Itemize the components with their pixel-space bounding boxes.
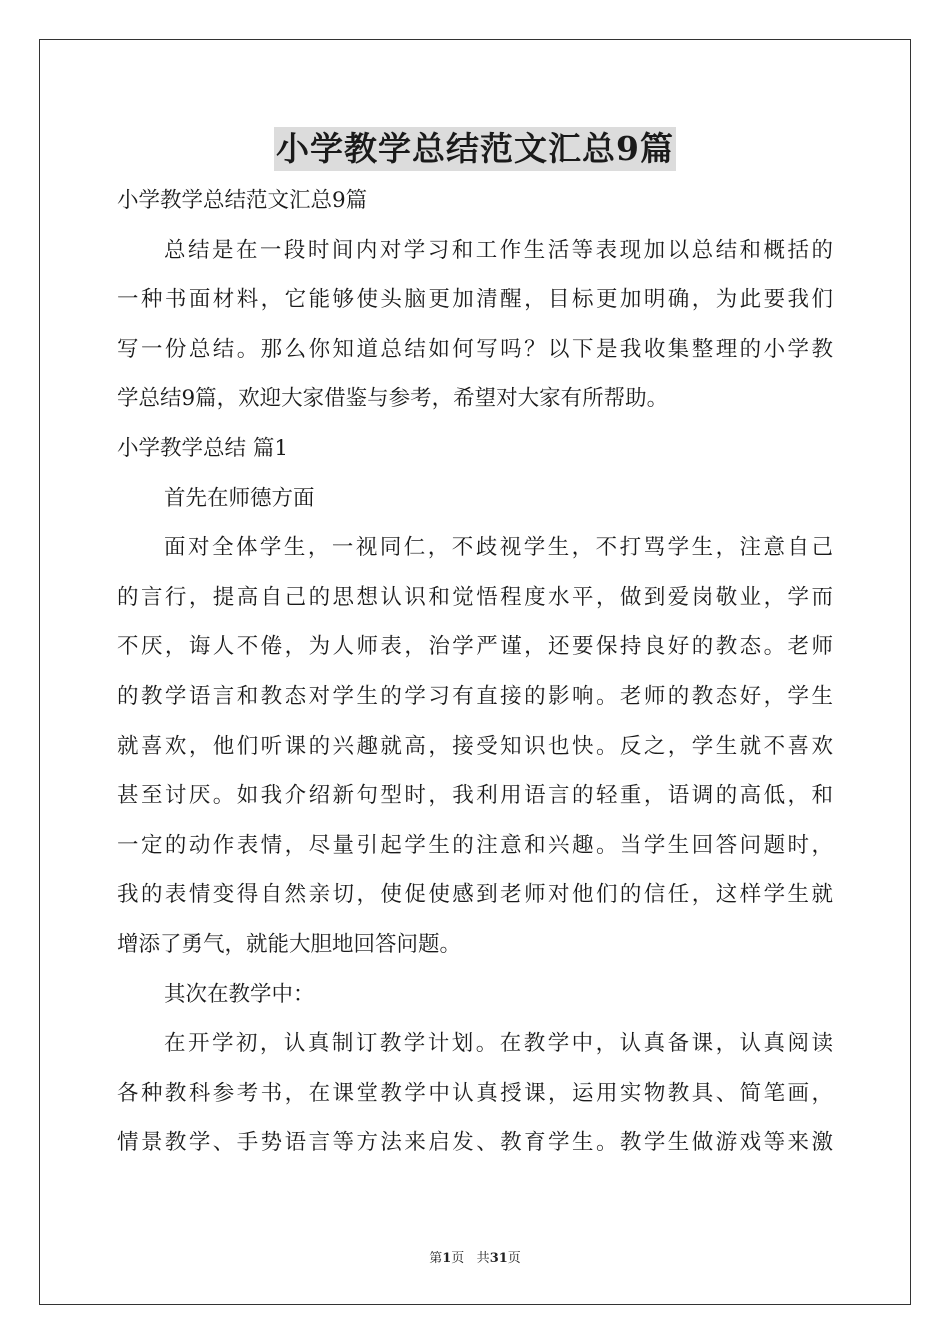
page-total: 31 bbox=[489, 1251, 508, 1266]
page-current: 1 bbox=[442, 1251, 452, 1266]
page-footer bbox=[0, 1247, 950, 1266]
text-line: 写一份总结。那么你知道总结如何写吗？以下是我收集整理的小学教 bbox=[117, 336, 833, 362]
total-prefix: 共 bbox=[476, 1251, 490, 1266]
total-suffix: 页 bbox=[507, 1251, 521, 1266]
text-line: 就喜欢，他们听课的兴趣就高，接受知识也快。反之，学生就不喜欢 bbox=[117, 733, 833, 759]
text-line: 不厌，诲人不倦，为人师表，治学严谨，还要保持良好的教态。老师 bbox=[117, 634, 833, 660]
text-line: 其次在教学中： bbox=[164, 981, 315, 1007]
page-prefix: 第 bbox=[429, 1251, 443, 1266]
text-line: 面对全体学生，一视同仁，不歧视学生，不打骂学生，注意自己 bbox=[164, 535, 833, 561]
text-line: 学总结9篇，欢迎大家借鉴与参考，希望对大家有所帮助。 bbox=[117, 386, 669, 412]
document-body bbox=[117, 176, 833, 1168]
text-line: 的言行，提高自己的思想认识和觉悟程度水平，做到爱岗敬业，学而 bbox=[117, 584, 833, 610]
text-line: 一种书面材料，它能够使头脑更加清醒，目标更加明确，为此要我们 bbox=[117, 287, 833, 313]
text-line: 一定的动作表情，尽量引起学生的注意和兴趣。当学生回答问题时， bbox=[117, 832, 833, 858]
text-line: 的教学语言和教态对学生的学习有直接的影响。老师的教态好，学生 bbox=[117, 683, 833, 709]
text-line: 我的表情变得自然亲切，使促使感到老师对他们的信任，这样学生就 bbox=[117, 882, 833, 908]
text-line: 各种教科参考书，在课堂教学中认真授课，运用实物教具、简笔画， bbox=[117, 1080, 833, 1106]
text-line: 在开学初，认真制订教学计划。在教学中，认真备课，认真阅读 bbox=[164, 1031, 833, 1057]
document-title: 小学教学总结范文汇总9篇 bbox=[274, 127, 676, 171]
text-line: 小学教学总结 篇1 bbox=[117, 435, 289, 461]
text-line: 总结是在一段时间内对学习和工作生活等表现加以总结和概括的 bbox=[164, 237, 833, 263]
text-line: 增添了勇气，就能大胆地回答问题。 bbox=[117, 931, 462, 957]
page-suffix: 页 bbox=[451, 1251, 465, 1266]
text-line: 甚至讨厌。如我介绍新句型时，我利用语言的轻重，语调的高低，和 bbox=[117, 783, 833, 809]
text-line: 小学教学总结范文汇总9篇 bbox=[117, 188, 368, 213]
text-line: 情景教学、手势语言等方法来启发、教育学生。教学生做游戏等来激 bbox=[117, 1130, 833, 1156]
text-line: 首先在师德方面 bbox=[164, 485, 315, 511]
title-block bbox=[0, 127, 950, 171]
